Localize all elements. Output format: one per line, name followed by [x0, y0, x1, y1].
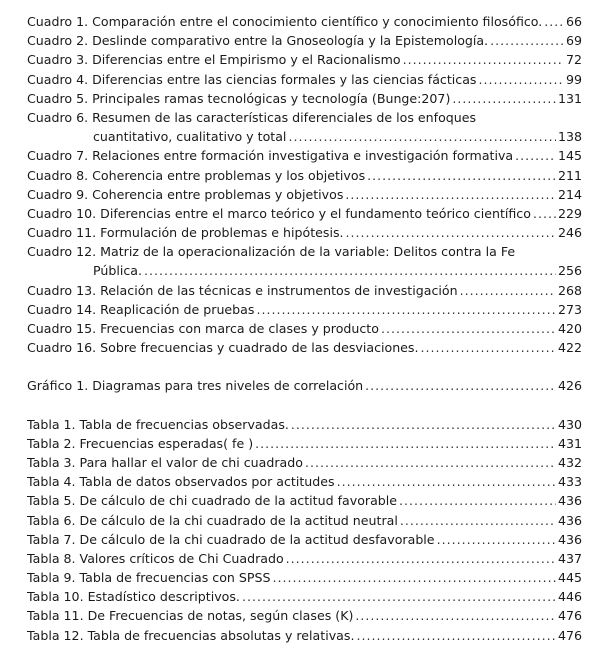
- entry-label: Gráfico 1. Diagramas para tres niveles de correlación: [27, 378, 364, 394]
- leader-dots: [367, 166, 556, 185]
- toc-entry[interactable]: [27, 31, 582, 50]
- entry-label: Tabla 10. Estadístico descriptivos.: [27, 589, 240, 605]
- entry-page: 273: [557, 301, 582, 317]
- leader-dots: [291, 415, 556, 434]
- entry-label: Cuadro 4. Diferencias entre las ciencias formales y las ciencias fácticas: [27, 71, 477, 87]
- leader-dots: [356, 626, 556, 645]
- toc-entry[interactable]: [27, 223, 582, 242]
- toc-entry[interactable]: [27, 606, 582, 625]
- leader-dots: [288, 127, 556, 146]
- entry-label: cuantitativo, cualitativo y total: [93, 129, 287, 145]
- toc-entry[interactable]: [27, 127, 582, 146]
- entry-label: Cuadro 11. Formulación de problemas e hipótesis.: [27, 225, 344, 241]
- toc-entry[interactable]: [27, 626, 582, 645]
- leader-dots: [346, 223, 556, 242]
- entry-label: Tabla 8. Valores críticos de Chi Cuadrado: [27, 550, 284, 566]
- entry-page: 211: [557, 167, 582, 183]
- leader-dots: [421, 338, 556, 357]
- entry-label: Cuadro 13. Relación de las técnicas e instrumentos de investigación: [27, 282, 458, 298]
- leader-dots: [399, 491, 556, 510]
- leader-dots: [365, 376, 556, 395]
- leader-dots: [403, 50, 564, 69]
- toc-entry[interactable]: [27, 376, 582, 395]
- toc-entry[interactable]: [27, 453, 582, 472]
- entry-label: Tabla 7. De cálculo de la chi cuadrado de la actitud desfavorable: [27, 531, 435, 547]
- entry-label: Cuadro 10. Diferencias entre el marco teórico y el fundamento teórico científico: [27, 205, 531, 221]
- entry-label: Tabla 3. Para hallar el valor de chi cuadrado: [27, 454, 303, 470]
- toc-entry[interactable]: [27, 89, 582, 108]
- entry-label: Cuadro 8. Coherencia entre problemas y los objetivos: [27, 167, 366, 183]
- entry-label: Tabla 9. Tabla de frecuencias con SPSS: [27, 570, 271, 586]
- toc-entry[interactable]: [27, 70, 582, 89]
- leader-dots: [533, 204, 556, 223]
- entry-page: 214: [557, 186, 582, 202]
- toc-entry[interactable]: [27, 166, 582, 185]
- entry-label: Cuadro 5. Principales ramas tecnológicas y tecnología (Bunge:207): [27, 90, 451, 106]
- entry-label: Cuadro 3. Diferencias entre el Empirismo y el Racionalismo: [27, 52, 401, 68]
- entry-page: 268: [557, 282, 582, 298]
- entry-page: 436: [557, 531, 582, 547]
- entry-label: Pública.: [93, 263, 142, 279]
- toc-entry-first-line[interactable]: Cuadro 12. Matriz de la operacionalización de la variable: Delitos contra la Fe: [27, 244, 516, 260]
- entry-label: Cuadro 9. Coherencia entre problemas y objetivos: [27, 186, 344, 202]
- leader-dots: [544, 12, 564, 31]
- entry-page: 422: [557, 340, 582, 356]
- toc-entry[interactable]: [27, 491, 582, 510]
- toc-entry[interactable]: [27, 511, 582, 530]
- entry-label: Cuadro 14. Reaplicación de pruebas: [27, 301, 255, 317]
- leader-dots: [255, 434, 556, 453]
- entry-label: Tabla 11. De Frecuencias de notas, según clases (K): [27, 608, 354, 624]
- entry-page: 131: [557, 90, 582, 106]
- entry-page: 436: [557, 512, 582, 528]
- table-of-contents: [27, 12, 582, 645]
- entry-page: 446: [557, 589, 582, 605]
- leader-dots: [286, 549, 556, 568]
- entry-page: 69: [565, 33, 582, 49]
- leader-dots: [345, 185, 556, 204]
- entry-page: 476: [557, 627, 582, 643]
- entry-page: 99: [565, 71, 582, 87]
- entry-label: Tabla 12. Tabla de frecuencias absolutas y relativas.: [27, 627, 355, 643]
- entry-label: Cuadro 2. Deslinde comparativo entre la Gnoseología y la Epistemología.: [27, 33, 489, 49]
- entry-label: Cuadro 7. Relaciones entre formación investigativa e investigación formativa: [27, 148, 514, 164]
- entry-page: 138: [557, 129, 582, 145]
- entry-label: Cuadro 1. Comparación entre el conocimiento científico y conocimiento filosófico.: [27, 14, 543, 29]
- toc-entry[interactable]: [27, 338, 582, 357]
- entry-page: 430: [557, 416, 582, 432]
- leader-dots: [305, 453, 556, 472]
- leader-dots: [400, 511, 556, 530]
- entry-page: 145: [557, 148, 582, 164]
- entry-label: Tabla 2. Frecuencias esperadas( fe ): [27, 435, 254, 451]
- toc-entry[interactable]: [27, 185, 582, 204]
- toc-entry[interactable]: [27, 146, 582, 165]
- toc-entry[interactable]: [27, 281, 582, 300]
- leader-dots: [479, 70, 564, 89]
- entry-page: 433: [557, 474, 582, 490]
- entry-label: Tabla 4. Tabla de datos observados por actitudes: [27, 474, 335, 490]
- leader-dots: [381, 319, 556, 338]
- entry-page: 420: [557, 321, 582, 336]
- entry-page: 436: [557, 493, 582, 509]
- toc-entry[interactable]: [27, 434, 582, 453]
- entry-label: Tabla 5. De cálculo de chi cuadrado de la actitud favorable: [27, 493, 398, 509]
- section-spacer: [27, 396, 582, 415]
- toc-entry[interactable]: [27, 415, 582, 434]
- entry-label: Tabla 6. De cálculo de la chi cuadrado de la actitud neutral: [27, 512, 398, 528]
- toc-entry[interactable]: [27, 50, 582, 69]
- toc-entry[interactable]: [27, 261, 582, 280]
- entry-label: Cuadro 15. Frecuencias con marca de clases y producto: [27, 321, 379, 336]
- toc-entry[interactable]: [27, 12, 582, 31]
- leader-dots: [355, 606, 556, 625]
- entry-page: 72: [565, 52, 582, 68]
- entry-page: 437: [557, 550, 582, 566]
- toc-entry[interactable]: [27, 587, 582, 606]
- leader-dots: [437, 530, 556, 549]
- leader-dots: [460, 281, 556, 300]
- leader-dots: [452, 89, 556, 108]
- toc-entry[interactable]: [27, 568, 582, 587]
- entry-page: 229: [557, 205, 582, 221]
- entry-page: 246: [557, 225, 582, 241]
- entry-page: 476: [557, 608, 582, 624]
- leader-dots: [144, 261, 556, 280]
- leader-dots: [490, 31, 564, 50]
- leader-dots: [515, 146, 556, 165]
- toc-entry[interactable]: [27, 530, 582, 549]
- entry-page: 256: [557, 263, 582, 279]
- toc-entry[interactable]: [27, 319, 582, 338]
- leader-dots: [272, 568, 555, 587]
- entry-page: 445: [557, 570, 582, 586]
- toc-entry-first-line[interactable]: Cuadro 6. Resumen de las características diferenciales de los enfoques: [27, 109, 477, 125]
- section-spacer: [27, 357, 582, 376]
- toc-entry[interactable]: [27, 204, 582, 223]
- entry-page: 66: [565, 14, 582, 29]
- entry-page: 432: [557, 454, 582, 470]
- entry-page: 431: [557, 435, 582, 451]
- leader-dots: [256, 300, 556, 319]
- leader-dots: [337, 472, 556, 491]
- toc-entry[interactable]: [27, 472, 582, 491]
- entry-page: 426: [557, 378, 582, 394]
- leader-dots: [242, 587, 556, 606]
- entry-label: Cuadro 16. Sobre frecuencias y cuadrado de las desviaciones.: [27, 340, 419, 356]
- toc-entry[interactable]: [27, 300, 582, 319]
- toc-entry[interactable]: [27, 549, 582, 568]
- entry-label: Tabla 1. Tabla de frecuencias observadas.: [27, 416, 289, 432]
